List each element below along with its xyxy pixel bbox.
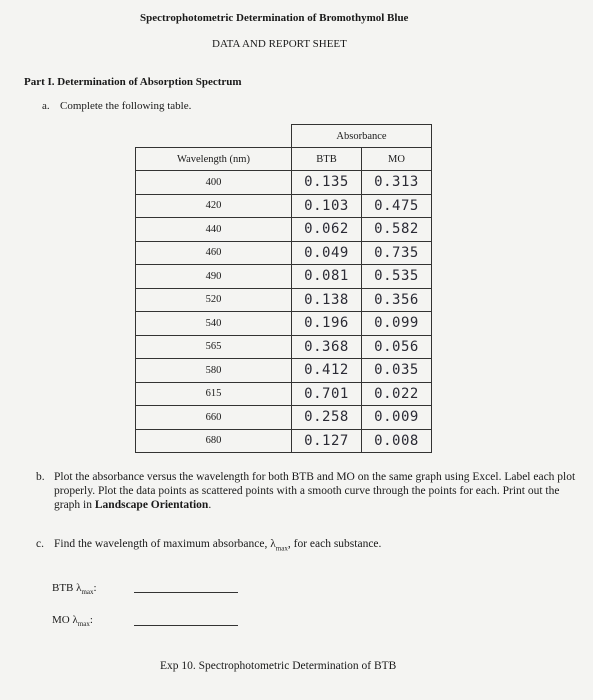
instruction-a-letter: a. <box>42 100 50 112</box>
instruction-b-end: . <box>208 499 212 511</box>
table-row <box>136 288 432 312</box>
table-row <box>136 382 432 406</box>
wavelength-cell: 490 <box>136 265 292 289</box>
table-row <box>136 335 432 359</box>
mo-cell: 0.356 <box>362 288 432 312</box>
table-row <box>136 265 432 289</box>
btb-header: BTB <box>292 148 362 171</box>
table-row <box>136 241 432 265</box>
table-row <box>136 194 432 218</box>
mo-cell: 0.582 <box>362 218 432 242</box>
mo-header: MO <box>362 148 432 171</box>
btb-cell: 0.412 <box>292 359 362 383</box>
btb-cell: 0.081 <box>292 265 362 289</box>
wavelength-header: Wavelength (nm) <box>136 148 292 171</box>
instruction-c-letter: c. <box>36 538 44 550</box>
mo-cell: 0.735 <box>362 241 432 265</box>
wavelength-cell: 440 <box>136 218 292 242</box>
table-row <box>136 218 432 242</box>
wavelength-cell: 660 <box>136 406 292 430</box>
btb-cell: 0.196 <box>292 312 362 336</box>
btb-cell: 0.127 <box>292 429 362 453</box>
wavelength-cell: 540 <box>136 312 292 336</box>
mo-cell: 0.035 <box>362 359 432 383</box>
mo-cell: 0.008 <box>362 429 432 453</box>
absorbance-table <box>135 124 432 453</box>
mo-lambda-colon: : <box>89 614 93 626</box>
instruction-b-letter: b. <box>36 471 45 483</box>
mo-cell: 0.022 <box>362 382 432 406</box>
btb-lambda-colon: : <box>93 582 97 594</box>
instruction-a-text: Complete the following table. <box>60 100 192 112</box>
wavelength-cell: 460 <box>136 241 292 265</box>
instruction-b-bold: Landscape Orientation <box>94 499 209 511</box>
instruction-c-text: Find the wavelength of maximum absorbance, λ <box>54 538 276 550</box>
btb-cell: 0.103 <box>292 194 362 218</box>
wavelength-cell: 680 <box>136 429 292 453</box>
mo-cell: 0.475 <box>362 194 432 218</box>
btb-cell: 0.135 <box>292 171 362 195</box>
btb-lambda-text: BTB λ <box>52 582 82 594</box>
table-row <box>136 429 432 453</box>
page-title: Spectrophotometric Determination of Bromothymol Blue <box>140 12 409 24</box>
btb-cell: 0.062 <box>292 218 362 242</box>
instruction-b-text: Plot the absorbance versus the wavelength for both BTB and MO on the same graph using Excel. Label each plot properly. Plot the data points as scattered points with a smooth curve through the points for each. Print out the graph in <box>54 471 576 511</box>
wavelength-cell: 615 <box>136 382 292 406</box>
btb-answer-line[interactable] <box>134 592 238 593</box>
table-row <box>136 171 432 195</box>
wavelength-cell: 565 <box>136 335 292 359</box>
instruction-b <box>36 470 581 512</box>
wavelength-cell: 400 <box>136 171 292 195</box>
mo-cell: 0.009 <box>362 406 432 430</box>
mo-lambda-text: MO λ <box>52 614 78 626</box>
mo-answer-line[interactable] <box>134 625 238 626</box>
wavelength-cell: 580 <box>136 359 292 383</box>
mo-cell: 0.313 <box>362 171 432 195</box>
instruction-c-end: , for each substance. <box>287 538 382 550</box>
absorbance-header: Absorbance <box>292 125 432 148</box>
btb-lambda-max-label <box>52 582 97 596</box>
page-subtitle: DATA AND REPORT SHEET <box>212 38 347 50</box>
table-row <box>136 359 432 383</box>
btb-cell: 0.368 <box>292 335 362 359</box>
mo-cell: 0.099 <box>362 312 432 336</box>
mo-lambda-max-label <box>52 614 93 628</box>
wavelength-cell: 520 <box>136 288 292 312</box>
btb-cell: 0.258 <box>292 406 362 430</box>
btb-cell: 0.138 <box>292 288 362 312</box>
page-footer: Exp 10. Spectrophotometric Determination of BTB <box>160 660 397 672</box>
btb-lambda-sub: max <box>81 588 94 597</box>
instruction-c <box>36 538 581 552</box>
wavelength-cell: 420 <box>136 194 292 218</box>
mo-cell: 0.535 <box>362 265 432 289</box>
part-heading: Part I. Determination of Absorption Spectrum <box>24 76 242 88</box>
instruction-c-sub: max <box>275 544 288 553</box>
mo-lambda-sub: max <box>77 620 90 629</box>
instruction-a <box>42 100 191 112</box>
table-row <box>136 312 432 336</box>
table-row <box>136 406 432 430</box>
btb-cell: 0.701 <box>292 382 362 406</box>
btb-cell: 0.049 <box>292 241 362 265</box>
mo-cell: 0.056 <box>362 335 432 359</box>
